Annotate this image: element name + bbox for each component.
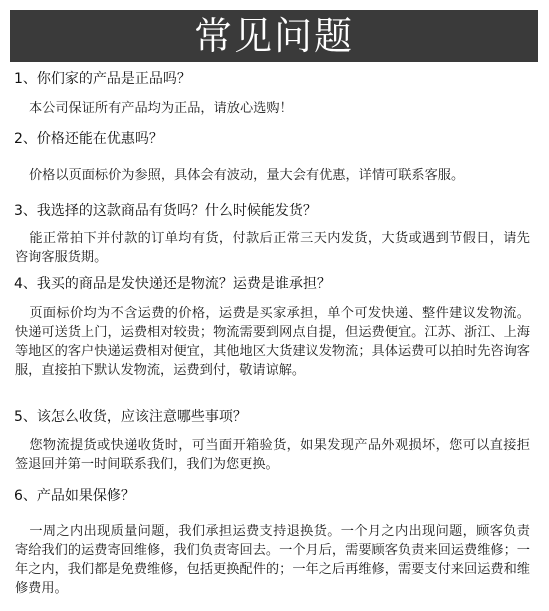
faq-answer-6 [15,522,530,598]
faq-answer-1-text: 本公司保证所有产品均为正品，请放心选购！ [29,101,293,116]
faq-answer-6-text: 一周之内出现质量问题，我们承担运费支持退换货。一个月之内出现问题，顾客负责寄给我们的运费寄回维修，我们负责寄回去。一个月后，需要顾客负责来回运费维修；一年之内，我们都是免费维修，包括更换配件的；一年之后再维修，需要支付来回运费和维修费用。 [15,524,530,596]
faq-answer-3 [15,229,530,267]
faq-question-6: 6、产品如果保修？ [14,488,135,504]
faq-answer-4-text: 页面标价均为不含运费的价格，运费是买家承担，单个可发快递、整件建议发物流。快递可送货上门，运费相对较贵；物流需要到网点自提，但运费便宜。江苏、浙江、上海等地区的客户快递运费相对便宜，其他地区大货建议发物流；具体运费可以拍时先咨询客服，直接拍下默认发物流，运费到付，敬请谅解。 [15,306,530,378]
faq-question-1: 1、你们家的产品是正品吗？ [14,71,191,87]
faq-answer-4 [15,304,530,380]
faq-answer-5 [15,436,530,474]
faq-answer-2 [15,166,530,185]
faq-question-4: 4、我买的商品是发快递还是物流？运费是谁承担？ [14,276,331,292]
faq-question-5: 5、该怎么收货，应该注意哪些事项？ [14,409,247,425]
header-bar [10,10,538,62]
faq-answer-2-text: 价格以页面标价为参照，具体会有波动，量大会有优惠，详情可联系客服。 [29,168,465,183]
faq-question-2: 2、价格还能在优惠吗？ [14,131,163,147]
faq-question-3: 3、我选择的这款商品有货吗？什么时候能发货？ [14,203,317,219]
faq-answer-3-text: 能正常拍下并付款的订单均有货，付款后正常三天内发货，大货或遇到节假日，请先咨询客服货期。 [15,231,530,265]
faq-answer-1 [15,99,530,118]
page-title: 常见问题 [193,14,354,58]
faq-answer-5-text: 您物流提货或快递收货时，可当面开箱验货，如果发现产品外观损坏，您可以直接拒签退回并第一时间联系我们，我们为您更换。 [15,438,530,472]
